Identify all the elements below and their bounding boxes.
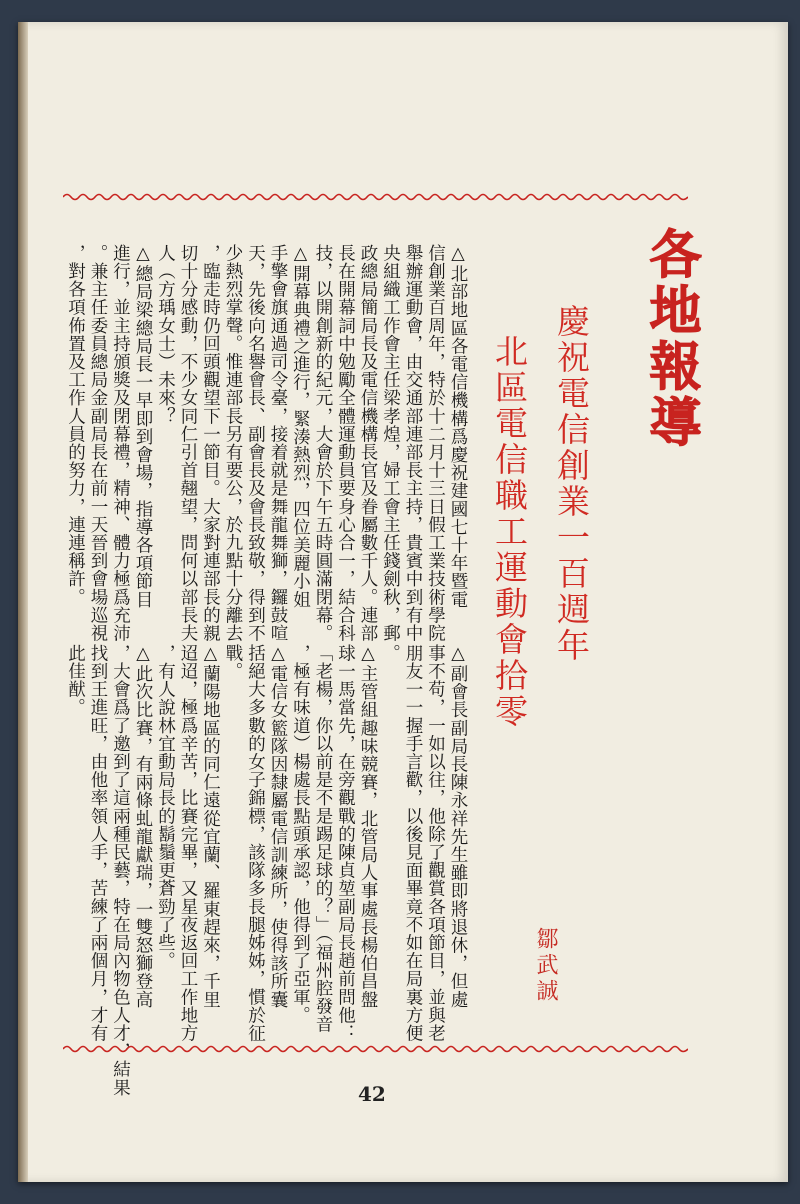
text-column: 。 [380,644,401,663]
page-spine [18,22,28,1182]
text-column: △副會長副局長陳永祥先生雖即將退休，但處 [448,644,468,1009]
text-column: △電信女籃隊因隸屬電信訓練所，使得該所囊 [268,644,288,1009]
text-column: 信創業百周年，特於十二月十三日假工業技術學院 [425,244,446,643]
text-column: △主管組趣味競賽，北管局人事處長楊伯昌盤 [358,644,378,1009]
text-column: 技，以開創新的紀元，大會於下午五時圓滿閉幕。 [313,244,333,643]
author-name: 鄒武誠 [533,927,558,1005]
text-column: 進行，並主持頒獎及閉幕禮，精神、體力極爲充沛 [110,244,131,643]
text-column: ，有人說林宜動局長的鬍鬚更蒼勁了些。 [155,644,176,970]
text-column: ，大會爲了邀到了這兩種民藝，特在局內物色人才，結果 [110,644,131,1097]
text-column: 切十分感動，不少女同仁引首翹望，問何以部長夫 [178,244,198,643]
text-column: 括絕大多數的女子錦標，該隊多長腿姊姊，慣於征 [245,644,266,1043]
text-column: 事不苟，一如以往，他除了觀賞各項節目，並與老 [425,644,446,1043]
text-column: △總局梁總局長一早即到會場，指導各項節目 [133,244,153,609]
text-column: 政總局簡局長及電信機構長官及眷屬數千人。連部 [358,244,378,643]
text-column: 此佳猷。 [65,644,86,717]
text-column: 迢迢，極爲辛苦，比賽完畢，又星夜返回工作地方 [178,644,198,1043]
bottom-wavy-divider [63,1044,688,1054]
text-column: 。兼主任委員總局金副局長在前一天晉到會場巡視 [88,244,108,643]
text-column: △開幕典禮之進行，緊湊熱烈，四位美麗小姐 [290,244,311,609]
text-column: 找到王進旺，由他率領人手，苦練了兩個月，才有 [88,644,108,1043]
text-column: △此次比賽，有兩條虬龍獻瑞，一雙怒獅登高 [133,644,153,1009]
text-column: 朋友一一握手言歡，以後見面畢竟不如在局裏方便 [403,644,423,1043]
text-column: 少熱烈掌聲。惟連部長另有要公，於九點十分離去 [223,244,243,643]
text-column: 人（方瑀女士）未來？ [155,244,176,425]
article-title-line-1: 慶祝電信創業一百週年 [552,304,591,664]
book-page [18,22,788,1182]
text-column: 手擎會旗通過司令臺，接着就是舞龍舞獅，鑼鼓喧 [268,244,288,643]
text-column: ，極有味道）楊處長點頭承認，他得到了亞軍。 [290,644,311,1025]
text-column: △北部地區各電信機構爲慶祝建國七十年暨電 [448,244,468,609]
section-heading: 各地報導 [640,227,700,451]
text-column: 長在開幕詞中勉勵全體運動員要身心合一，結合科 [335,244,356,643]
text-column: 天，先後向名譽會長、副會長及會長致敬，得到不 [245,244,266,643]
text-column: 「老楊，你以前是不是踢足球的？」（福州腔發音 [313,644,333,1034]
text-column: ，臨走時仍回頭觀望下一節目。大家對連部長的親 [200,244,221,643]
text-column: 央組織工作會主任梁孝煌，婦工會主任錢劍秋，郵 [380,244,401,643]
article-title-line-2: 北區電信職工運動會拾零 [490,334,529,730]
text-column: 球一馬當先，在旁觀戰的陳貞堃副局長趙前問他： [335,644,356,1043]
text-column: 舉辦運動會，由交通部連部長主持，貴賓中到有中 [403,244,423,643]
text-column: △蘭陽地區的同仁遠從宜蘭、羅東趕來，千里 [200,644,221,1009]
page-number: 42 [358,1082,386,1106]
text-column: ，對各項佈置及工作人員的努力，連連稱許。 [65,244,86,606]
top-wavy-divider [63,192,688,202]
text-column: 戰。 [223,644,243,681]
